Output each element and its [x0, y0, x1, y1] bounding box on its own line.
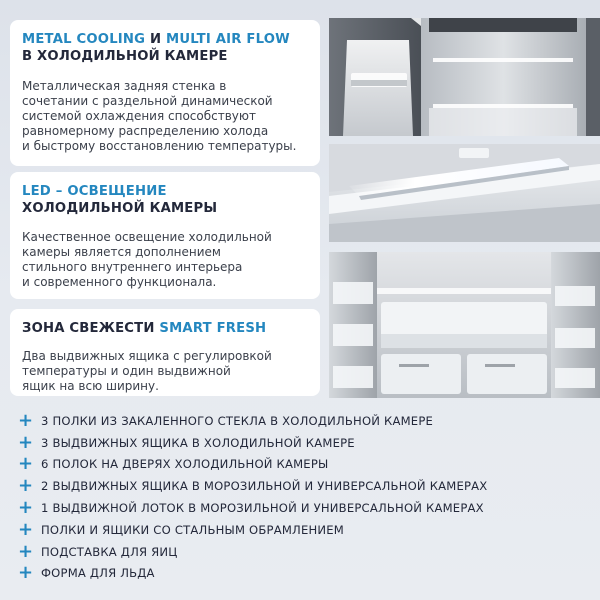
title-plain: ЗОНА СВЕЖЕСТИ — [22, 321, 160, 336]
feature-text: 3 ВЫДВИЖНЫХ ЯЩИКА В ХОЛОДИЛЬНОЙ КАМЕРЕ — [41, 435, 355, 450]
description-line: Металлическая задняя стенка в — [22, 79, 227, 93]
list-item — [16, 410, 596, 432]
card-description — [22, 79, 308, 154]
title-connector: И — [145, 32, 167, 47]
fridge-interior-metal-wall-photo — [329, 18, 600, 136]
feature-text: ПОЛКИ И ЯЩИКИ СО СТАЛЬНЫМ ОБРАМЛЕНИЕМ — [41, 522, 344, 537]
description-line: Два выдвижных ящика с регулировкой — [22, 349, 272, 363]
feature-card-smart-fresh — [10, 309, 320, 396]
description-line: камеры является дополнением — [22, 245, 221, 259]
feature-text: 3 ПОЛКИ ИЗ ЗАКАЛЕННОГО СТЕКЛА В ХОЛОДИЛЬНОЙ КАМЕРЕ — [41, 413, 434, 428]
list-item — [16, 475, 596, 497]
feature-text: ПОДСТАВКА ДЛЯ ЯИЦ — [41, 544, 178, 559]
plus-icon: + — [17, 453, 34, 475]
plus-icon: + — [17, 562, 34, 584]
list-item — [16, 519, 596, 541]
plus-icon: + — [17, 475, 34, 497]
card-title — [22, 320, 308, 337]
description-line: системой охлаждения способствуют — [22, 109, 256, 123]
title-accent: METAL COOLING — [22, 32, 146, 47]
feature-card-metal-cooling — [10, 20, 320, 166]
feature-text: 2 ВЫДВИЖНЫХ ЯЩИКА В МОРОЗИЛЬНОЙ И УНИВЕРСАЛЬНОЙ КАМЕРАХ — [41, 479, 488, 494]
description-line: Качественное освещение холодильной — [22, 230, 272, 244]
card-title — [22, 31, 308, 65]
list-item — [16, 497, 596, 519]
feature-text: 6 ПОЛОК НА ДВЕРЯХ ХОЛОДИЛЬНОЙ КАМЕРЫ — [41, 457, 329, 472]
description-line: равномерному распределению холода — [22, 124, 269, 138]
plus-icon: + — [17, 431, 34, 453]
plus-icon: + — [17, 518, 34, 540]
list-item — [16, 541, 596, 563]
feature-text: 1 ВЫДВИЖНОЙ ЛОТОК В МОРОЗИЛЬНОЙ И УНИВЕРСАЛЬНОЙ КАМЕРАХ — [41, 501, 484, 516]
card-description — [22, 230, 308, 290]
description-line: и современного функционала. — [22, 275, 217, 289]
description-line: сочетании с раздельной динамической — [22, 94, 273, 108]
list-item — [16, 432, 596, 454]
feature-list — [16, 410, 596, 584]
plus-icon: + — [17, 497, 34, 519]
title-accent: LED – ОСВЕЩЕНИЕ — [22, 184, 167, 199]
description-line: температуры и один выдвижной — [22, 364, 231, 378]
card-description — [22, 349, 308, 394]
title-line-2: В ХОЛОДИЛЬНОЙ КАМЕРЕ — [22, 49, 228, 64]
description-line: ящик на всю ширину. — [22, 379, 159, 393]
list-item — [16, 563, 596, 585]
plus-icon: + — [17, 409, 34, 431]
title-accent: MULTI AIR FLOW — [166, 32, 290, 47]
feature-text: ФОРМА ДЛЯ ЛЬДА — [41, 566, 155, 581]
description-line: и быстрому восстановлению температуры. — [22, 139, 297, 153]
card-title — [22, 183, 308, 217]
feature-card-led-lighting — [10, 172, 320, 299]
description-line: стильного внутреннего интерьера — [22, 260, 243, 274]
list-item — [16, 454, 596, 476]
fresh-zone-drawers-photo — [329, 252, 600, 398]
title-line-2: ХОЛОДИЛЬНОЙ КАМЕРЫ — [22, 201, 218, 216]
title-accent: SMART FRESH — [159, 321, 267, 336]
led-light-strip-photo — [329, 144, 600, 242]
plus-icon: + — [17, 540, 34, 562]
